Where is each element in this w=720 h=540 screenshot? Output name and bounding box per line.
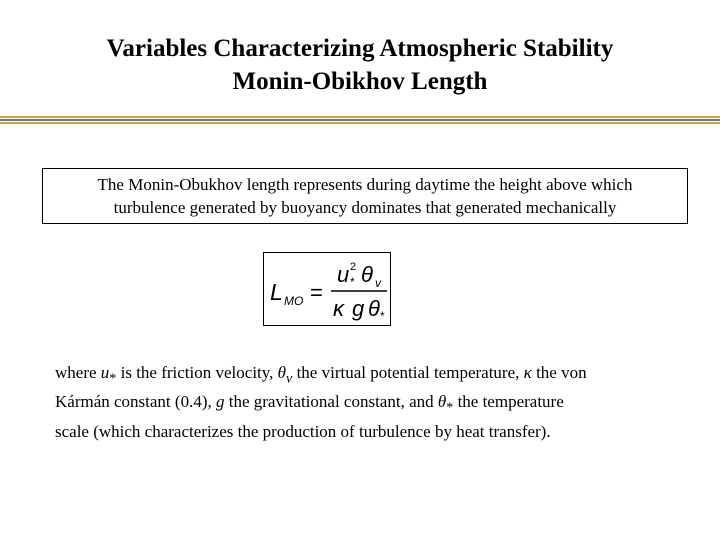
- symbol-theta-subscript: v: [286, 370, 293, 387]
- title-divider-gold-bottom: [0, 122, 720, 124]
- description-text: is the friction velocity,: [116, 363, 278, 382]
- formula-lhs-subscript: MO: [284, 294, 304, 308]
- description-text: the temperature: [453, 392, 564, 412]
- formula-numerator-u-superscript: 2: [350, 261, 357, 273]
- description-line-1: [55, 361, 695, 390]
- variable-description: [55, 361, 695, 444]
- formula-denominator-g: g: [352, 296, 365, 321]
- symbol-theta-star-subscript: *: [446, 399, 454, 416]
- formula-numerator-theta-subscript: v: [375, 276, 381, 290]
- description-line-2: [55, 390, 695, 419]
- symbol-theta: θ: [277, 363, 287, 382]
- formula-numerator-theta: θ: [361, 262, 373, 287]
- slide-title: [0, 32, 720, 98]
- symbol-u-subscript: *: [109, 370, 117, 387]
- symbol-u: u: [100, 363, 110, 382]
- formula-numerator-u-subscript: *: [350, 275, 355, 289]
- description-text: where: [55, 363, 101, 382]
- description-text: the von: [531, 363, 587, 382]
- symbol-theta-star: θ: [437, 392, 447, 412]
- definition-line-1: The Monin-Obukhov length represents during daytime the height above which: [97, 175, 633, 194]
- description-text: the virtual potential temperature,: [292, 363, 524, 382]
- formula-numerator-u: u: [337, 262, 350, 287]
- description-text: the gravitational constant, and: [224, 392, 438, 412]
- symbol-kappa: κ: [523, 363, 532, 382]
- symbol-g: g: [215, 392, 225, 412]
- definition-box: [42, 168, 688, 224]
- title-divider-gold-top: [0, 116, 720, 118]
- title-line-1: Variables Characterizing Atmospheric Stability: [106, 35, 614, 62]
- title-divider-slate: [0, 119, 720, 121]
- formula-denominator-kappa: κ: [333, 296, 344, 321]
- description-text: Kármán constant (0.4),: [55, 392, 216, 412]
- definition-line-2: turbulence generated by buoyancy dominates that generated mechanically: [113, 198, 617, 217]
- description-line-3: scale (which characterizes the production of turbulence by heat transfer).: [55, 421, 551, 441]
- formula-equation: [264, 253, 390, 325]
- formula-denominator-theta-subscript: *: [380, 309, 385, 323]
- formula-denominator-theta: θ: [368, 296, 380, 321]
- title-line-2: Monin-Obikhov Length: [232, 68, 488, 95]
- formula-lhs: L: [270, 279, 283, 305]
- formula-equals: =: [310, 280, 323, 305]
- formula-box: [263, 252, 391, 326]
